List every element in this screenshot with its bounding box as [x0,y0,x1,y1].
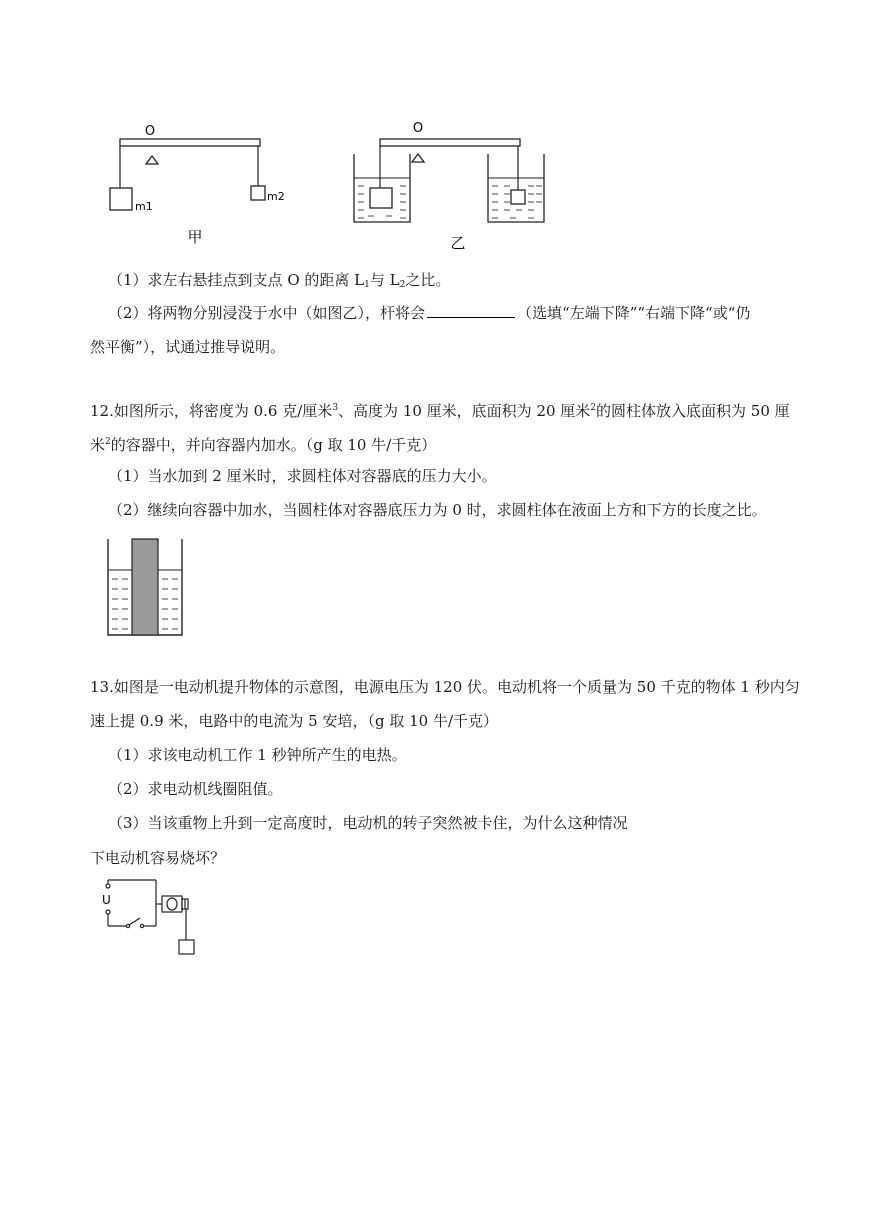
q13-stem-line2: 速上提 0.9 米，电路中的电流为 5 安培，（g 取 10 牛/千克） [90,712,499,730]
beaker-right [488,154,544,222]
q13-part3-cont: 下电动机容易烧坏？ [90,849,226,867]
cylinder-figure [100,535,190,641]
terminal-top [106,884,110,888]
cylinder-figure-svg [100,535,190,641]
motor-circuit-svg [96,872,206,962]
lever-figure-svg [100,118,570,258]
pivot-label-right: O [412,121,424,136]
q11-part1: （1）求左右悬挂点到支点 O 的距离 $L_1$与 $L_2$之比。 [108,271,451,290]
submerged-mass-left [370,188,392,208]
q12-stem-line1: 12.如图所示，将密度为 0.6 克/厘米$^3$、高度为 10 厘米，底面积为 20 厘米$^2$的圆柱体放入底面积为 50 厘 [90,402,790,420]
submerged-mass-right [511,190,525,204]
motor-rotor [167,898,177,910]
terminal-bottom [106,910,110,914]
motor-circuit-figure [96,872,206,962]
weight-box [179,940,194,954]
switch-blade [129,918,140,925]
pivot-triangle-left [146,156,158,164]
q13-part2: （2）求电动机线圈阻值。 [108,780,283,798]
mass-label-m1: m1 [135,200,153,213]
lever-jia [110,124,285,246]
answer-blank[interactable] [427,303,515,318]
mass-label-m2: m2 [267,190,285,203]
lever-yi [354,121,544,252]
pivot-label-left: O [144,124,156,139]
pivot-triangle-right [412,154,424,162]
q13-stem-line1: 13.如图是一电动机提升物体的示意图，电源电压为 120 伏。电动机将一个质量为 50 千克的物体 1 秒内匀 [90,678,800,696]
mass-box-m2 [251,186,265,200]
lever-figure [100,118,570,258]
lever-rod-left [120,139,260,146]
switch-contact [140,924,143,927]
q13-part1: （1）求该电动机工作 1 秒钟所产生的电热。 [108,746,407,764]
voltage-label: U [102,893,111,907]
q13-part3: （3）当该重物上升到一定高度时，电动机的转子突然被卡住，为什么这种情况 [108,814,628,832]
caption-jia: 甲 [187,228,203,246]
q12-part2: （2）继续向容器中加水，当圆柱体对容器底压力为 0 时，求圆柱体在液面上方和下方的长度之比。 [108,501,767,519]
cylinder [132,539,158,635]
q11-part2-cont: 然平衡”），试通过推导说明。 [90,338,286,356]
caption-yi: 乙 [450,234,466,252]
mass-box-m1 [110,188,132,210]
q11-part2: （2）将两物分别浸没于水中（如图乙），杆将会 （选填“左端下降”“右端下降“或“仍 [108,304,751,322]
lever-rod-right [380,139,520,146]
q12-part1: （1）当水加到 2 厘米时，求圆柱体对容器底的压力大小。 [108,467,497,485]
q12-stem-line2: 米$^2$的容器中，并向容器内加水。（g 取 10 牛/千克） [90,436,437,454]
